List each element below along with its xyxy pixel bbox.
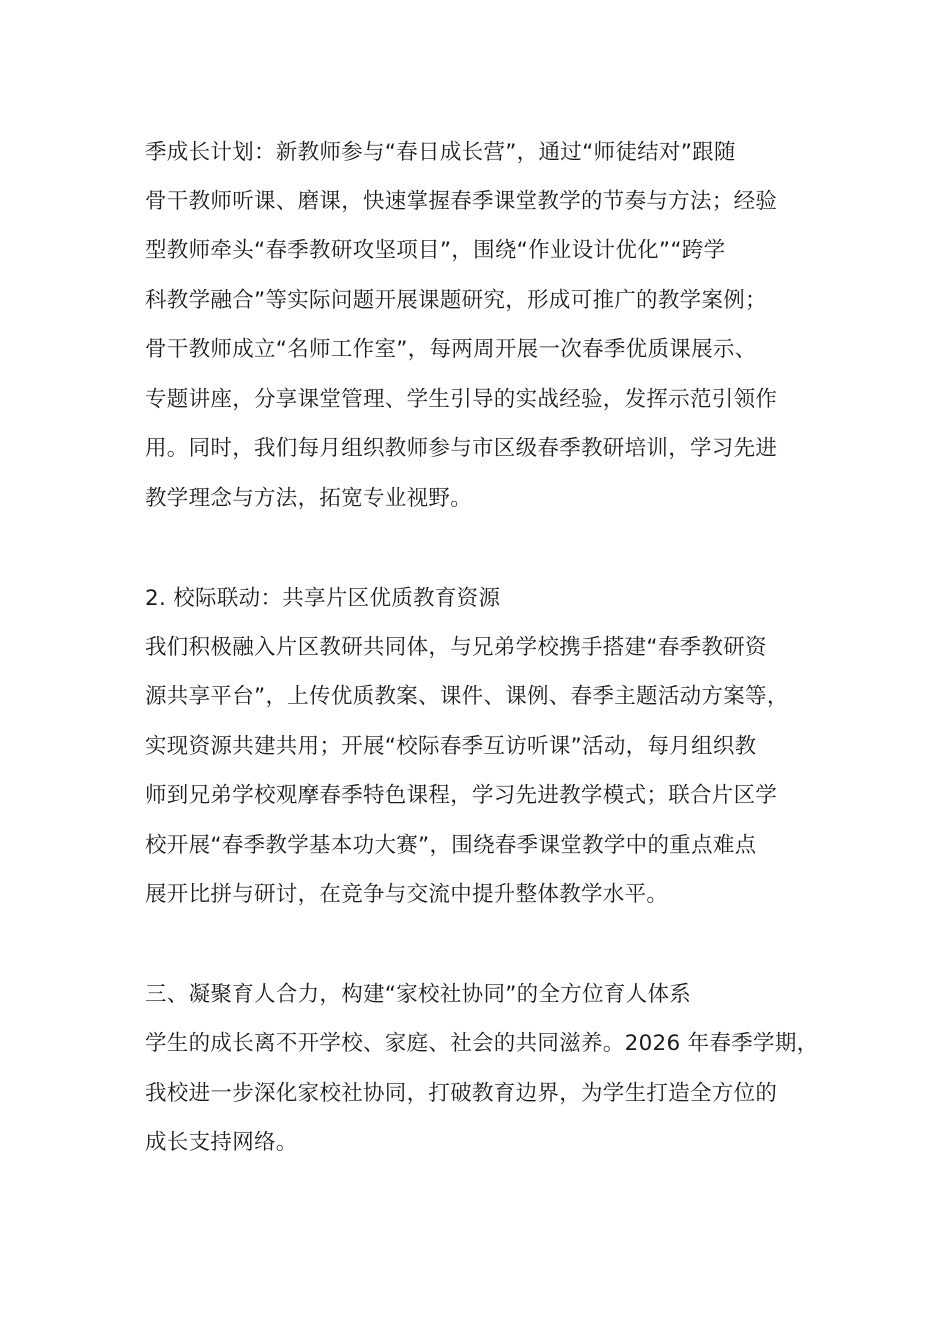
body-text-line: 我校进一步深化家校社协同，打破教育边界，为学生打造全方位的 bbox=[145, 1081, 778, 1106]
body-text-line: 校开展“春季教学基本功大赛”，围绕春季课堂教学中的重点难点 bbox=[145, 833, 757, 858]
body-text-line: 教学理念与方法，拓宽专业视野。 bbox=[145, 486, 473, 511]
section-heading: 2. 校际联动：共享片区优质教育资源 bbox=[145, 586, 501, 611]
body-text-line: 源共享平台”，上传优质教案、课件、课例、春季主题活动方案等， bbox=[145, 684, 789, 709]
body-text-line: 学生的成长离不开学校、家庭、社会的共同滋养。2026 年春季学期， bbox=[145, 1031, 819, 1056]
section-heading: 三、凝聚育人合力，构建“家校社协同”的全方位育人体系 bbox=[145, 982, 692, 1007]
body-text-line: 师到兄弟学校观摩春季特色课程，学习先进教学模式；联合片区学 bbox=[145, 783, 778, 808]
body-text-line: 成长支持网络。 bbox=[145, 1130, 298, 1155]
body-text-line: 专题讲座，分享课堂管理、学生引导的实战经验，发挥示范引领作 bbox=[145, 387, 778, 412]
body-text-line: 骨干教师听课、磨课，快速掌握春季课堂教学的节奏与方法；经验 bbox=[145, 189, 778, 214]
body-text-line: 展开比拼与研讨，在竞争与交流中提升整体教学水平。 bbox=[145, 882, 669, 907]
body-text-line: 用。同时，我们每月组织教师参与市区级春季教研培训，学习先进 bbox=[145, 436, 778, 461]
body-text-line: 季成长计划：新教师参与“春日成长营”，通过“师徒结对”跟随 bbox=[145, 140, 736, 165]
body-text-line: 我们积极融入片区教研共同体，与兄弟学校携手搭建“春季教研资 bbox=[145, 635, 767, 660]
body-text-line: 骨干教师成立“名师工作室”，每两周开展一次春季优质课展示、 bbox=[145, 337, 757, 362]
body-text-line: 科教学融合”等实际问题开展课题研究，形成可推广的教学案例； bbox=[145, 288, 767, 313]
body-text-line: 型教师牵头“春季教研攻坚项目”，围绕“作业设计优化”“跨学 bbox=[145, 238, 726, 263]
body-text-line: 实现资源共建共用；开展“校际春季互访听课”活动，每月组织教 bbox=[145, 734, 757, 759]
